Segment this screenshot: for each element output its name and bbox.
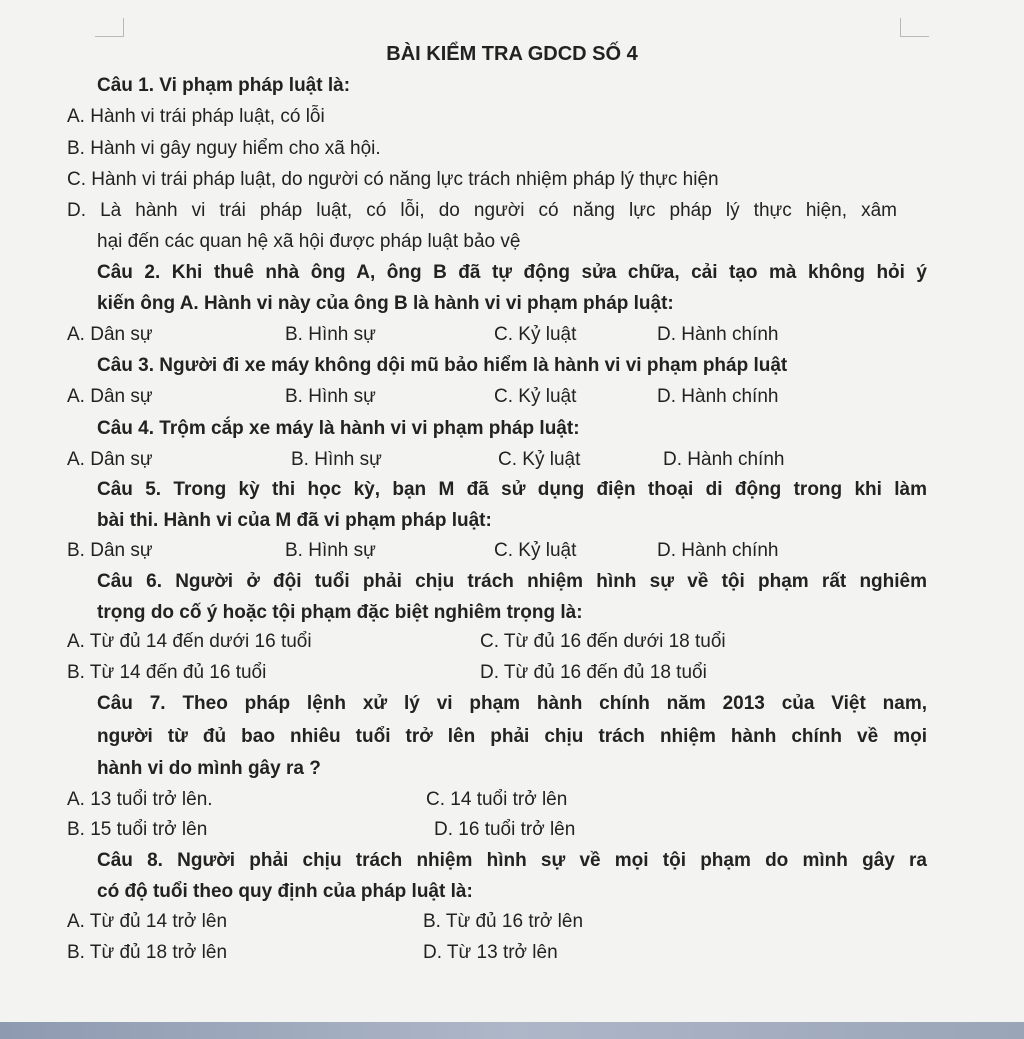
q8-option-b: B. Từ đủ 16 trở lên	[423, 911, 584, 932]
q7-option-d: D. 16 tuổi trở lên	[434, 819, 576, 840]
question-6-line2: trọng do cố ý hoặc tội phạm đặc biệt nghiêm trọng là:	[97, 602, 583, 623]
q8-option-c: B. Từ đủ 18 trở lên	[67, 942, 228, 963]
question-8-line1: Câu 8. Người phải chịu trách nhiệm hình sự về mọi tội phạm do mình gây ra	[97, 850, 927, 871]
q2-option-a: A. Dân sự	[67, 324, 153, 345]
question-4: Câu 4. Trộm cắp xe máy là hành vi vi phạm pháp luật:	[97, 418, 580, 439]
question-6-line1: Câu 6. Người ở đội tuổi phải chịu trách nhiệm hình sự về tội phạm rất nghiêm	[97, 571, 927, 592]
q2-option-b: B. Hình sự	[285, 324, 376, 345]
q5-option-c: C. Kỷ luật	[494, 540, 577, 561]
q8-option-d: D. Từ 13 trở lên	[423, 942, 558, 963]
question-7-line1: Câu 7. Theo pháp lệnh xử lý vi phạm hành chính năm 2013 của Việt nam,	[97, 693, 927, 714]
q4-option-c: C. Kỷ luật	[498, 449, 581, 470]
question-8-line2: có độ tuổi theo quy định của pháp luật là:	[97, 881, 473, 902]
q1-option-d-line2: hại đến các quan hệ xã hội được pháp luật bảo vệ	[97, 231, 521, 252]
q6-option-c: C. Từ đủ 16 đến dưới 18 tuổi	[480, 631, 726, 652]
q6-option-b: B. Từ 14 đến đủ 16 tuổi	[67, 662, 267, 683]
question-5-line2: bài thi. Hành vi của M đã vi phạm pháp luật:	[97, 510, 492, 531]
page-title: BÀI KIỂM TRA GDCD SỐ 4	[386, 43, 638, 65]
q7-option-a: A. 13 tuổi trở lên.	[67, 789, 213, 810]
q2-option-c: C. Kỷ luật	[494, 324, 577, 345]
question-7-line2: người từ đủ bao nhiêu tuổi trở lên phải chịu trách nhiệm hành chính về mọi	[97, 726, 927, 747]
q3-option-c: C. Kỷ luật	[494, 386, 577, 407]
bottom-edge-bar	[0, 1022, 1024, 1039]
q4-option-b: B. Hình sự	[291, 449, 382, 470]
question-5-line1: Câu 5. Trong kỳ thi học kỳ, bạn M đã sử dụng điện thoại di động trong khi làm	[97, 479, 927, 500]
q7-option-c: C. 14 tuổi trở lên	[426, 789, 568, 810]
q4-option-d: D. Hành chính	[663, 449, 785, 470]
q6-option-a: A. Từ đủ 14 đến dưới 16 tuổi	[67, 631, 312, 652]
q3-option-a: A. Dân sự	[67, 386, 153, 407]
q7-option-b: B. 15 tuổi trở lên	[67, 819, 208, 840]
question-3: Câu 3. Người đi xe máy không dội mũ bảo hiểm là hành vi vi phạm pháp luật	[97, 355, 788, 376]
question-1: Câu 1. Vi phạm pháp luật là:	[97, 75, 351, 96]
q5-option-a: B. Dân sự	[67, 540, 153, 561]
q3-option-b: B. Hình sự	[285, 386, 376, 407]
q1-option-a: A. Hành vi trái pháp luật, có lỗi	[67, 106, 325, 127]
question-2-line2: kiến ông A. Hành vi này của ông B là hành vi vi phạm pháp luật:	[97, 293, 674, 314]
q6-option-d: D. Từ đủ 16 đến đủ 18 tuổi	[480, 662, 707, 683]
q4-option-a: A. Dân sự	[67, 449, 153, 470]
q5-option-b: B. Hình sự	[285, 540, 376, 561]
q5-option-d: D. Hành chính	[657, 540, 779, 561]
q1-option-b: B. Hành vi gây nguy hiểm cho xã hội.	[67, 138, 381, 159]
q2-option-d: D. Hành chính	[657, 324, 779, 345]
q1-option-d-line1: D. Là hành vi trái pháp luật, có lỗi, do người có năng lực pháp lý thực hiện, xâm	[67, 200, 897, 221]
question-2-line1: Câu 2. Khi thuê nhà ông A, ông B đã tự động sửa chữa, cải tạo mà không hỏi ý	[97, 262, 927, 283]
q8-option-a: A. Từ đủ 14 trở lên	[67, 911, 228, 932]
question-7-line3: hành vi do mình gây ra ?	[97, 758, 321, 779]
q3-option-d: D. Hành chính	[657, 386, 779, 407]
q1-option-c: C. Hành vi trái pháp luật, do người có năng lực trách nhiệm pháp lý thực hiện	[67, 169, 719, 190]
